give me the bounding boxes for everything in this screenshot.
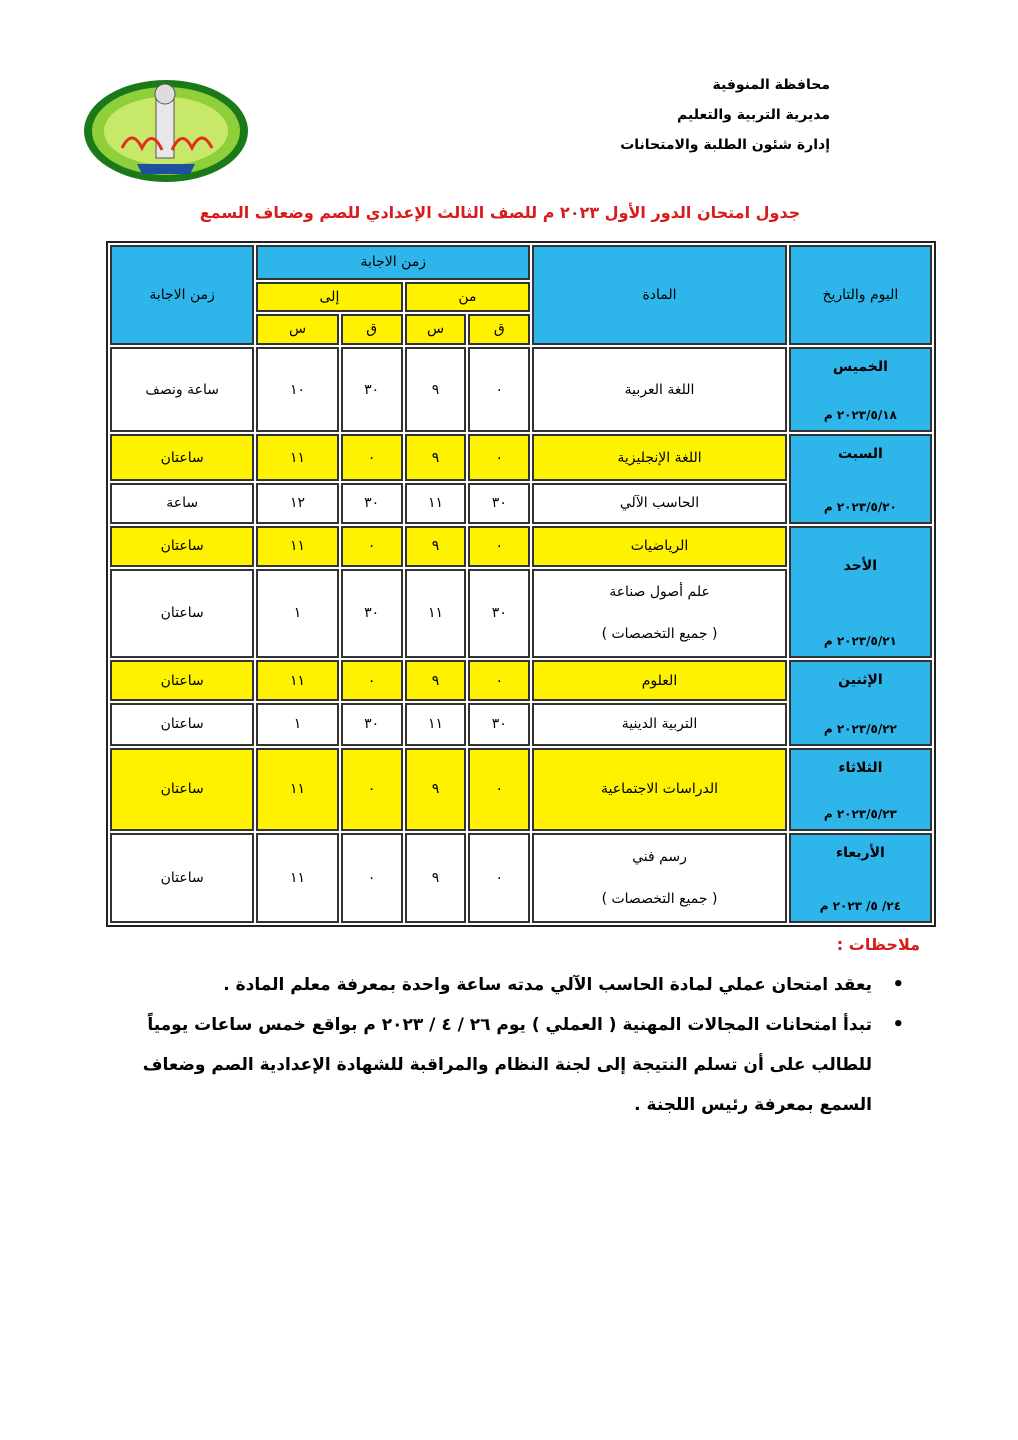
day-name: الثلاثاء <box>838 759 883 776</box>
from-hours: ٩ <box>405 833 467 923</box>
from-hours: ٩ <box>405 526 467 567</box>
header-to: إلى <box>256 282 402 313</box>
day-date: ٢٠٢٣/٥/٢٣ م <box>823 807 897 822</box>
day-cell <box>789 833 932 923</box>
from-hours: ١١ <box>405 569 467 659</box>
to-minutes: ٣٠ <box>341 347 403 433</box>
subject-cell: الدراسات الاجتماعية <box>532 748 787 832</box>
subject-cell: العلوم <box>532 660 787 701</box>
subject-cell: اللغة العربية <box>532 347 787 433</box>
directorate-name: مديرية التربية والتعليم <box>677 107 830 123</box>
from-hours: ٩ <box>405 347 467 433</box>
day-date: ٢٤/ ٥/ ٢٠٢٣ م <box>819 899 902 913</box>
from-minutes: ٣٠ <box>468 703 530 746</box>
to-hours: ١١ <box>256 526 338 567</box>
note-text: يعقد امتحان عملي لمادة الحاسب الآلي مدته ساعة واحدة بمعرفة معلم المادة . <box>223 975 872 995</box>
duration-cell: ساعتان <box>110 748 254 832</box>
from-minutes: ٠ <box>468 833 530 923</box>
day-cell <box>789 347 932 433</box>
schedule-title: جدول امتحان الدور الأول ٢٠٢٣ م للصف الثالث الإعدادي للصم وضعاف السمع <box>199 203 801 222</box>
to-minutes: ٠ <box>341 526 403 567</box>
day-date: ٢٠٢٣/٥/١٨ م <box>823 408 897 423</box>
from-hours: ١١ <box>405 483 467 524</box>
from-minutes: ٣٠ <box>468 569 530 659</box>
day-cell <box>789 526 932 658</box>
to-minutes: ٣٠ <box>341 483 403 524</box>
to-hours: ١٢ <box>256 483 338 524</box>
notes-list <box>100 965 908 1125</box>
duration-cell: ساعتان <box>110 833 254 923</box>
day-name: السبت <box>837 446 883 463</box>
to-minutes: ٠ <box>341 434 403 481</box>
note-item <box>100 965 908 1005</box>
from-hours: ٩ <box>405 660 467 701</box>
duration-cell: ساعة <box>110 483 254 524</box>
to-hours: ١ <box>256 569 338 659</box>
subject-cell <box>532 833 787 923</box>
administration-name: إدارة شئون الطلبة والامتحانات <box>620 137 830 153</box>
subject-cell <box>532 569 787 659</box>
header-duration: زمن الاجابة <box>110 245 254 345</box>
duration-cell: ساعتان <box>110 660 254 701</box>
to-hours: ١ <box>256 703 338 746</box>
to-minutes: ٠ <box>341 833 403 923</box>
from-hours: ٩ <box>405 434 467 481</box>
header-answer-time: زمن الاجابة <box>256 245 530 280</box>
duration-cell: ساعتان <box>110 526 254 567</box>
from-hours: ٩ <box>405 748 467 832</box>
to-hours: ١٠ <box>256 347 338 433</box>
subject-note: ( جميع التخصصات ) <box>601 891 718 908</box>
from-minutes: ٠ <box>468 660 530 701</box>
header-from: من <box>405 282 531 313</box>
from-minutes: ٠ <box>468 434 530 481</box>
ministry-emblem-logo <box>82 78 250 184</box>
to-minutes: ٠ <box>341 748 403 832</box>
to-hours: ١١ <box>256 660 338 701</box>
from-minutes: ٠ <box>468 526 530 567</box>
header-from-minutes: ق <box>468 314 530 345</box>
subject-cell: الحاسب الآلي <box>532 483 787 524</box>
header-date: اليوم والتاريخ <box>789 245 932 345</box>
bullet-icon: • <box>892 1014 904 1035</box>
to-hours: ١١ <box>256 434 338 481</box>
header-to-minutes: ق <box>341 314 403 345</box>
from-minutes: ٠ <box>468 748 530 832</box>
subject-name: رسم فني <box>632 849 687 866</box>
from-hours: ١١ <box>405 703 467 746</box>
subject-cell: الرياضيات <box>532 526 787 567</box>
day-date: ٢٠٢٣/٥/٢٢ م <box>823 721 897 736</box>
day-cell <box>789 434 932 524</box>
day-name: الأربعاء <box>835 845 885 862</box>
exam-schedule-table <box>106 241 936 927</box>
duration-cell: ساعتان <box>110 434 254 481</box>
day-cell <box>789 748 932 832</box>
to-minutes: ٣٠ <box>341 569 403 659</box>
day-name: الخميس <box>832 358 888 375</box>
subject-cell: اللغة الإنجليزية <box>532 434 787 481</box>
header-from-hours: س <box>405 314 467 345</box>
day-date: ٢٠٢٣/٥/٢١ م <box>823 634 897 649</box>
notes-label: ملاحظات : <box>836 935 920 954</box>
subject-note: ( جميع التخصصات ) <box>601 626 718 643</box>
duration-cell: ساعتان <box>110 703 254 746</box>
day-date: ٢٠٢٣/٥/٢٠ م <box>823 499 897 514</box>
bullet-icon: • <box>892 974 904 995</box>
header-to-hours: س <box>256 314 338 345</box>
to-minutes: ٠ <box>341 660 403 701</box>
day-name: الأحد <box>843 557 878 574</box>
from-minutes: ٣٠ <box>468 483 530 524</box>
duration-cell: ساعة ونصف <box>110 347 254 433</box>
to-hours: ١١ <box>256 748 338 832</box>
governorate-name: محافظة المنوفية <box>712 77 830 93</box>
duration-cell: ساعتان <box>110 569 254 659</box>
day-name: الإثنين <box>838 672 883 689</box>
note-item <box>100 1005 908 1125</box>
note-text: تبدأ امتحانات المجالات المهنية ( العملي ) يوم ٢٦ / ٤ / ٢٠٢٣ م بواقع خمس ساعات يومياً للطالب على أن تسلم النتيجة إلى لجنة النظام والمراقبة للشهادة الإعدادية الصم وضعاف السمع بمعرفة رئيس اللجنة . <box>142 1015 872 1115</box>
day-cell <box>789 660 932 746</box>
from-minutes: ٠ <box>468 347 530 433</box>
to-minutes: ٣٠ <box>341 703 403 746</box>
subject-name: علم أصول صناعة <box>609 584 710 601</box>
header-block <box>620 70 830 160</box>
to-hours: ١١ <box>256 833 338 923</box>
header-subject: المادة <box>532 245 787 345</box>
subject-cell: التربية الدينية <box>532 703 787 746</box>
